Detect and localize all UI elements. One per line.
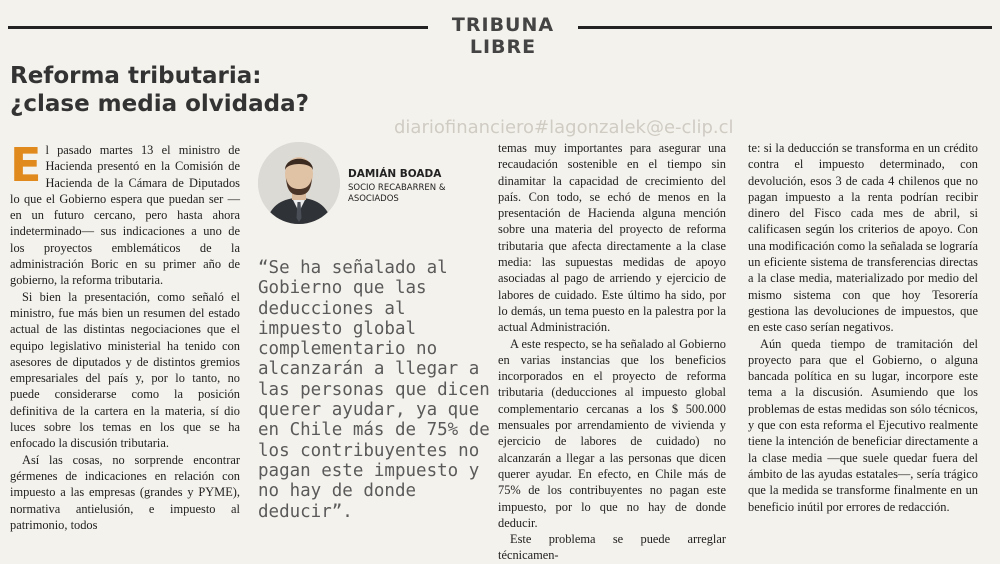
- paragraph: [10, 138, 240, 289]
- article-title: [10, 62, 490, 118]
- paragraph: temas muy importantes para asegurar una recaudación sostenible en el tiempo sin dinamitar la capacidad de crecimiento del país. Con todo, se echó de menos en la presentación de Hacienda alguna mención sobre una materia del proyecto de reforma tributaria que afecta directamente a la clase media: las supuestas medidas de apoyo asociadas al pago de arriendo y ejercicio de labores de cuidado. Este último ha sido, por lo demás, un tema puesto en la palestra por la actual Administración.: [498, 141, 726, 335]
- paragraph: Aún queda tiempo de tramitación del proyecto para que el Gobierno, o alguna bancada política en su lugar, incorpore este tema a la discusión. Asumiendo que los problemas de estas medidas son sólo técnicos, y que con esta reforma el Ejecutivo realmente tiene la intención de beneficiar directamente a la clase media —que suele quedar fuera del ámbito de las ayudas estatales—, sería trágico que la medida se transforme finalmente en un beneficio inútil por errores de redacción.: [748, 336, 978, 514]
- paragraph: Así las cosas, no sorprende encontrar gérmenes de indicaciones en relación con impuesto a las empresas (grandes y PYME), normativa antielusión, e impuesto al patrimonio, todos: [10, 452, 240, 532]
- author-portrait-icon: [258, 142, 340, 224]
- pull-quote: “Se ha señalado al Gobierno que las deducciones al impuesto global complementario no alcanzarán a llegar a las personas que dicen querer ayudar, ya que en Chile más de 75% de los contribuyentes no pagan este impuesto y no hay de donde deducir”.: [258, 258, 490, 522]
- article-title-line-1: Reforma tributaria:: [10, 63, 262, 89]
- article-title-line-2: ¿clase media olvidada?: [10, 91, 309, 117]
- author-photo: [258, 142, 340, 224]
- paragraph-text: l pasado martes 13 el ministro de Hacienda presentó en la Comisión de Hacienda de la Cámara de Diputados lo que el Gobierno espera que puedan ser —en un futuro cercano, pero hasta ahora indeterminado— sus indicaciones a uno de los proyectos emblemáticos de la administración Boric en su primer año de gobierno, la reforma tributaria.: [10, 143, 240, 288]
- section-rule-left: [8, 26, 428, 29]
- author-role-line-2: ASOCIADOS: [348, 194, 399, 204]
- section-rule-right: [578, 26, 992, 29]
- paragraph: te: si la deducción se transforma en un crédito contra el impuesto determinado, con devolución, esos 3 de cada 4 chilenos que no pagan impuesto a la renta podrían recibir dinero del Fisco cada mes de abril, si calificasen según los criterios de apoyo. Con una modificación como la señalada se lograría un eficiente sistema de transferencias directas a la clase media, materializado por medio del mismo sistema con que hoy Tesorería gestiona las devoluciones de impuestos, que en este caso serían negativos.: [748, 141, 978, 335]
- article-column-1: [10, 138, 240, 533]
- drop-cap: E: [10, 138, 42, 192]
- paragraph: A este respecto, se ha señalado al Gobierno en varias instancias que los beneficios incorporados en el proyecto de reforma tributaria (deducciones al impuesto global complementario cercanas a los $ 500.000 mensuales por arrendamiento de vivienda y ejercicio de labores de cuidado) no alcanzarán a llegar a las personas que dicen querer ayudar. En efecto, en Chile más de 75% de los contribuyentes no pagan este impuesto, por lo que no hay de donde deducir.: [498, 336, 726, 530]
- watermark: diariofinanciero#lagonzalek@e-clip.cl: [394, 117, 734, 138]
- article-column-3: [498, 140, 726, 564]
- author-role-line-1: SOCIO RECABARREN &: [348, 183, 446, 193]
- author-name: DAMIÁN BOADA: [348, 168, 442, 180]
- article-column-4: [748, 140, 978, 515]
- author-role: [348, 183, 468, 205]
- section-label: TRIBUNA LIBRE: [451, 14, 555, 58]
- paragraph: Si bien la presentación, como señaló el ministro, fue más bien un resumen del estado actual de las distintas negociaciones que el equipo legislativo ministerial ha tenido con asesores de diputados y de distintos gremios empresariales del país y, por lo tanto, no puede considerarse como la posición definitiva de la cartera en la materia, sí dio luces sobre los temas en los que se ha enfocado la discusión tributaria.: [10, 289, 240, 451]
- paragraph: Este problema se puede arreglar técnicamen-: [498, 532, 726, 563]
